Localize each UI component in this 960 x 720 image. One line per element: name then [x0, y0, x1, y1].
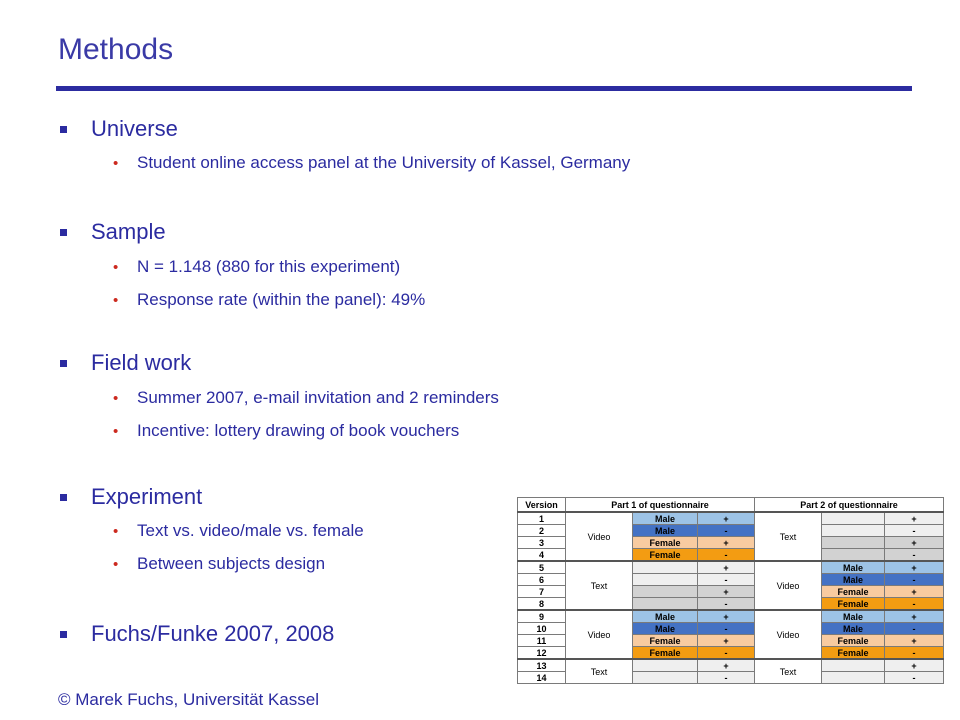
square-bullet-icon — [60, 494, 67, 501]
heading-universe — [58, 115, 178, 143]
cell-part2-mode: Video — [755, 561, 822, 610]
cell-part1-mode: Text — [566, 659, 633, 684]
cell-part1-valence: + — [698, 586, 755, 598]
cell-part2-gender: Male — [822, 610, 885, 623]
bullet-text: Student online access panel at the University of Kassel, Germany — [137, 153, 631, 172]
cell-part2-valence: + — [885, 659, 944, 672]
cell-version: 5 — [518, 561, 566, 574]
dot-bullet-icon: • — [113, 522, 119, 540]
cell-part2-valence: - — [885, 672, 944, 684]
cell-part2-gender — [822, 659, 885, 672]
cell-part2-gender — [822, 537, 885, 549]
cell-part2-gender — [822, 512, 885, 525]
cell-part1-mode: Video — [566, 610, 633, 659]
cell-part1-valence: + — [698, 610, 755, 623]
cell-version: 4 — [518, 549, 566, 562]
cell-part1-valence: - — [698, 549, 755, 562]
cell-part1-valence: - — [698, 574, 755, 586]
title-divider — [56, 86, 912, 91]
cell-part2-gender — [822, 549, 885, 562]
heading-field-work — [58, 349, 191, 377]
cell-part2-valence: + — [885, 537, 944, 549]
cell-part2-gender — [822, 525, 885, 537]
bullet-sample-2 — [113, 288, 425, 312]
cell-part1-valence: + — [698, 561, 755, 574]
bullet-universe-1 — [113, 151, 630, 175]
cell-part1-mode: Text — [566, 561, 633, 610]
cell-part1-gender: Female — [633, 635, 698, 647]
header-version: Version — [518, 498, 566, 513]
table-body — [518, 512, 944, 684]
cell-part2-valence: + — [885, 586, 944, 598]
cell-part2-valence: - — [885, 623, 944, 635]
cell-part1-gender — [633, 561, 698, 574]
square-bullet-icon — [60, 360, 67, 367]
cell-part1-valence: + — [698, 537, 755, 549]
cell-part2-gender: Female — [822, 635, 885, 647]
bullet-text: Text vs. video/male vs. female — [137, 521, 364, 540]
table-header-row — [518, 498, 944, 513]
heading-text: Universe — [91, 116, 178, 141]
cell-part1-mode: Video — [566, 512, 633, 561]
cell-part1-valence: - — [698, 525, 755, 537]
table-row — [518, 610, 944, 623]
table-row — [518, 512, 944, 525]
dot-bullet-icon: • — [113, 154, 119, 172]
cell-part1-gender — [633, 672, 698, 684]
cell-part2-valence: + — [885, 635, 944, 647]
dot-bullet-icon: • — [113, 422, 119, 440]
cell-part2-gender: Male — [822, 623, 885, 635]
cell-part1-valence: + — [698, 512, 755, 525]
cell-version: 6 — [518, 574, 566, 586]
dot-bullet-icon: • — [113, 555, 119, 573]
cell-part2-mode: Text — [755, 512, 822, 561]
bullet-sample-1 — [113, 255, 400, 279]
cell-part2-mode: Video — [755, 610, 822, 659]
cell-part2-valence: - — [885, 574, 944, 586]
bullet-text: Summer 2007, e-mail invitation and 2 reminders — [137, 388, 499, 407]
cell-part2-gender: Male — [822, 561, 885, 574]
cell-part2-gender: Female — [822, 598, 885, 611]
heading-experiment — [58, 483, 202, 511]
cell-part2-valence: + — [885, 561, 944, 574]
bullet-field-work-2 — [113, 419, 459, 443]
cell-part1-valence: - — [698, 623, 755, 635]
cell-part1-gender: Male — [633, 610, 698, 623]
cell-version: 2 — [518, 525, 566, 537]
cell-part1-gender: Male — [633, 525, 698, 537]
experiment-design-table — [517, 497, 944, 684]
cell-part2-mode: Text — [755, 659, 822, 684]
cell-part2-valence: - — [885, 549, 944, 562]
cell-part1-valence: + — [698, 635, 755, 647]
cell-part2-valence: - — [885, 647, 944, 660]
header-part-1: Part 1 of questionnaire — [566, 498, 755, 513]
cell-part2-valence: - — [885, 525, 944, 537]
bullet-text: Response rate (within the panel): 49% — [137, 290, 426, 309]
cell-part2-gender: Male — [822, 574, 885, 586]
cell-version: 12 — [518, 647, 566, 660]
cell-version: 14 — [518, 672, 566, 684]
table-row — [518, 659, 944, 672]
cell-version: 13 — [518, 659, 566, 672]
cell-part1-valence: + — [698, 659, 755, 672]
cell-part2-valence: + — [885, 610, 944, 623]
square-bullet-icon — [60, 631, 67, 638]
cell-part1-gender — [633, 574, 698, 586]
dot-bullet-icon: • — [113, 258, 119, 276]
bullet-experiment-2 — [113, 552, 325, 576]
heading-text: Fuchs/Funke 2007, 2008 — [91, 621, 335, 646]
cell-part1-valence: - — [698, 647, 755, 660]
cell-version: 9 — [518, 610, 566, 623]
cell-version: 11 — [518, 635, 566, 647]
dot-bullet-icon: • — [113, 291, 119, 309]
header-part-2: Part 2 of questionnaire — [755, 498, 944, 513]
heading-reference — [58, 620, 334, 648]
heading-text: Sample — [91, 219, 166, 244]
cell-part1-gender — [633, 659, 698, 672]
cell-part1-valence: - — [698, 598, 755, 611]
cell-part2-valence: - — [885, 598, 944, 611]
bullet-text: Between subjects design — [137, 554, 326, 573]
cell-part1-gender: Female — [633, 537, 698, 549]
bullet-text: N = 1.148 (880 for this experiment) — [137, 257, 401, 276]
cell-version: 8 — [518, 598, 566, 611]
cell-part1-gender — [633, 598, 698, 611]
table-row — [518, 561, 944, 574]
bullet-experiment-1 — [113, 519, 364, 543]
cell-part1-gender: Male — [633, 623, 698, 635]
cell-part2-gender: Female — [822, 586, 885, 598]
cell-version: 10 — [518, 623, 566, 635]
cell-version: 3 — [518, 537, 566, 549]
heading-text: Field work — [91, 350, 192, 375]
heading-sample — [58, 218, 166, 246]
cell-part2-valence: + — [885, 512, 944, 525]
footer-credit: © Marek Fuchs, Universität Kassel — [58, 690, 319, 709]
cell-part1-gender — [633, 586, 698, 598]
cell-part2-gender — [822, 672, 885, 684]
cell-version: 1 — [518, 512, 566, 525]
cell-part1-gender: Female — [633, 647, 698, 660]
square-bullet-icon — [60, 126, 67, 133]
cell-part2-gender: Female — [822, 647, 885, 660]
bullet-field-work-1 — [113, 386, 499, 410]
square-bullet-icon — [60, 229, 67, 236]
cell-part1-gender: Male — [633, 512, 698, 525]
bullet-text: Incentive: lottery drawing of book vouchers — [137, 421, 460, 440]
slide-title: Methods — [58, 33, 174, 66]
cell-version: 7 — [518, 586, 566, 598]
heading-text: Experiment — [91, 484, 203, 509]
cell-part1-valence: - — [698, 672, 755, 684]
cell-part1-gender: Female — [633, 549, 698, 562]
dot-bullet-icon: • — [113, 389, 119, 407]
